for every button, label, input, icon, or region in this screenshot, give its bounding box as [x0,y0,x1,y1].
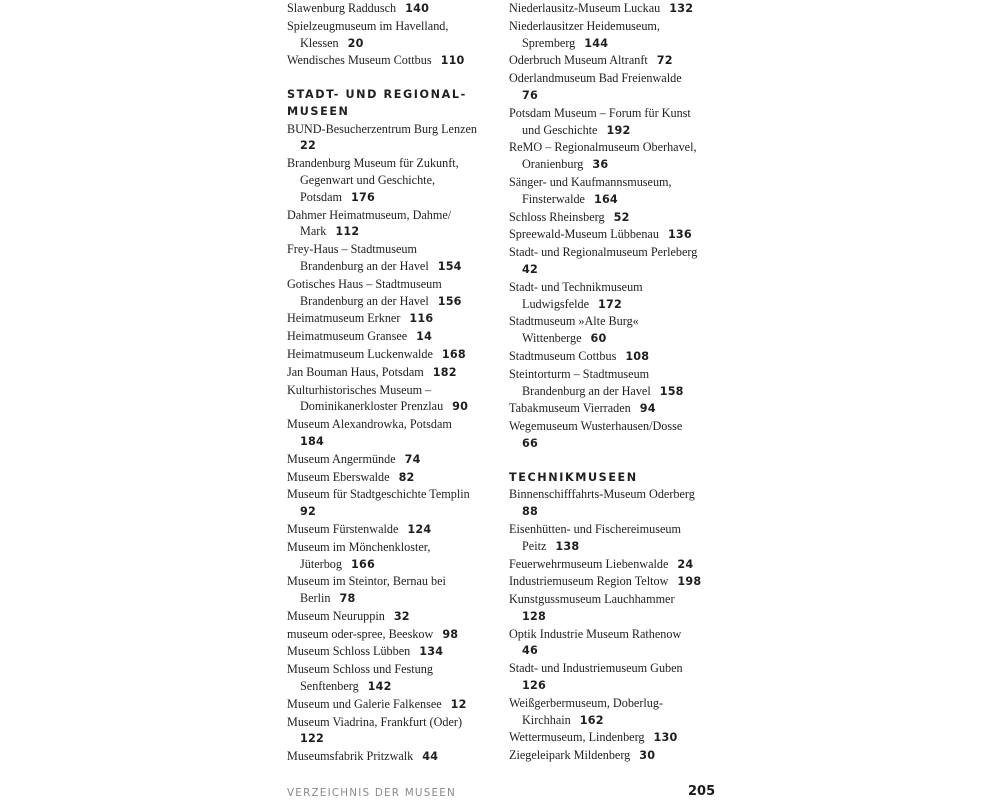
entry-title [509,348,724,366]
index-entry [287,748,502,766]
index-entry [509,348,724,366]
page-number: 164 [593,192,618,206]
index-entry [287,626,502,644]
entry-text: Stadt- und Industriemuseum Guben [509,661,683,676]
entry-text: Museum und Galerie Falkensee [287,696,442,711]
entry-text: museum oder-spree, Beeskow [287,626,434,641]
entry-title-continued [287,433,502,451]
entry-text: Niederlausitz-Museum Luckau [509,1,661,15]
entry-text: Binnenschifffahrts-Museum Oderberg [509,487,695,502]
index-entry [509,226,724,244]
entry-title [287,416,502,433]
page-number: 22 [300,139,316,153]
entry-text: und Geschichte [522,122,598,137]
index-entry [287,539,502,574]
page-number: 166 [350,557,375,571]
entry-title [509,660,724,677]
entry-text: Museum im Steintor, Bernau bei [287,574,446,589]
index-entry [509,0,724,18]
index-column-right [509,0,724,765]
entry-text: Industriemuseum Region Teltow [509,574,669,589]
page-number: 52 [613,210,630,224]
entry-title [287,573,502,590]
entry-text: Wendisches Museum Cottbus [287,53,432,68]
page-number: 46 [522,644,538,658]
entry-text: Ziegeleipark Mildenberg [509,748,631,763]
entry-title-continued [287,503,502,521]
entry-title [509,226,724,244]
entry-text: Heimatmuseum Erkner [287,311,401,326]
entry-title [509,18,724,35]
page-number: 140 [405,2,430,15]
entry-text: Brandenburg an der Havel [300,258,429,273]
entry-text: Brandenburg an der Havel [300,293,429,308]
entry-title-continued [509,383,724,401]
entry-title [509,747,724,765]
index-entry [509,747,724,765]
entry-text: Spreewald-Museum Lübbenau [509,227,659,242]
entry-title [287,155,502,172]
entry-title-continued [287,137,502,155]
entry-text: Museum Eberswalde [287,469,390,484]
entry-title [287,539,502,556]
entry-text: Brandenburg Museum für Zukunft, [287,156,459,171]
entry-title [509,313,724,330]
index-entry [509,279,724,314]
entry-title-continued [509,191,724,209]
entry-title-continued [287,730,502,748]
page-number: 78 [339,592,356,606]
footer-section-title: VERZEICHNIS DER MUSEEN [287,787,457,799]
entry-title [509,556,724,574]
entry-title-continued [287,258,502,276]
entry-title [287,18,502,35]
page-number: 136 [667,228,692,242]
entry-text: Potsdam Museum – Forum für Kunst [509,105,691,120]
entry-text: Eisenhütten- und Fischereimuseum [509,521,681,536]
entry-title-continued [509,87,724,105]
entry-text: Stadt- und Technikmuseum [509,279,643,294]
index-entry [287,714,502,749]
entry-text: Senftenberg [300,679,359,694]
entry-title [509,174,724,191]
page-number: 32 [393,609,410,623]
page-number: 192 [606,123,631,137]
page-number: 30 [639,749,656,763]
entry-title [509,400,724,418]
entry-title-continued [509,608,724,626]
entry-title [287,608,502,626]
index-entry [287,18,502,53]
index-entry [287,207,502,242]
entry-text: Museum für Stadtgeschichte Templin [287,487,470,502]
entry-text: Ludwigsfelde [522,296,590,311]
entry-title [509,366,724,383]
page-number: 98 [442,627,459,641]
page-number: 14 [416,330,433,344]
entry-title [509,626,724,643]
page-number: 172 [598,297,622,311]
page-number: 90 [452,400,469,414]
entry-title-continued [509,435,724,453]
entry-title-continued [287,293,502,311]
index-entry [287,328,502,346]
entry-title [509,139,724,156]
entry-text: Oderlandmuseum Bad Freienwalde [509,71,682,86]
page-number: 154 [437,259,462,273]
page-number: 156 [437,294,462,308]
entry-title [509,52,724,70]
entry-title-continued [509,35,724,53]
entry-title [287,346,502,364]
entry-title-continued [287,556,502,574]
index-entry [509,244,724,279]
entry-title-continued [287,223,502,241]
entry-title [287,643,502,661]
index-entry [287,310,502,328]
section-heading-technikmuseen: TECHNIKMUSEEN [509,470,638,484]
entry-title-continued [287,35,502,53]
entry-title-continued [509,503,724,521]
index-entry [509,400,724,418]
entry-title [509,695,724,712]
index-entry [287,416,502,451]
page-number: 108 [625,349,650,363]
entry-text: Gegenwart und Geschichte, [300,172,436,187]
entry-title [287,310,502,328]
entry-text: Museum Angermünde [287,451,396,466]
entry-text: Oderbruch Museum Altranft [509,53,648,68]
page-number: 42 [522,262,538,276]
index-column-left [287,0,502,766]
entry-text: Weißgerbermuseum, Doberlug- [509,695,664,710]
entry-title-continued [509,538,724,556]
entry-title [287,207,502,224]
index-entry [509,139,724,174]
page-number: 182 [432,365,457,379]
index-entry [287,451,502,469]
entry-text: ReMO – Regionalmuseum Oberhavel, [509,140,697,155]
entry-title [287,276,502,293]
index-entry [509,591,724,626]
page-number: 126 [522,679,546,693]
index-entry [287,486,502,521]
entry-title [509,418,724,435]
entry-title-continued [287,189,502,207]
entry-title [287,748,502,766]
index-entry [287,661,502,696]
entry-text: Sänger- und Kaufmannsmuseum, [509,174,672,189]
index-entry [509,573,724,591]
index-entry [287,469,502,487]
entry-title [509,105,724,122]
entry-text: Heimatmuseum Luckenwalde [287,346,433,361]
entry-text: Museum Schloss Lübben [287,644,411,659]
entry-text: Dahmer Heimatmuseum, Dahme/ [287,207,452,222]
entry-text: Kunstgussmuseum Lauchhammer [509,592,675,607]
entry-text: Spremberg [522,35,576,50]
entry-list [509,486,724,765]
index-entry [509,70,724,105]
entry-text: Steintorturm – Stadtmuseum [509,366,650,381]
index-entry [509,695,724,730]
page-number: 176 [350,190,375,204]
page-number: 36 [592,158,609,172]
page-number: 128 [522,609,546,623]
entry-title [509,0,724,18]
page-number: 72 [656,54,673,68]
entry-title [287,364,502,382]
page-number: 162 [579,713,604,727]
entry-text: Oranienburg [522,157,584,172]
index-entry [509,366,724,401]
entry-title-continued [287,590,502,608]
entry-text: Peitz [522,538,547,553]
index-entry [287,155,502,206]
index-entry [287,276,502,311]
entry-title [287,696,502,714]
entry-text: Brandenburg an der Havel [522,383,651,398]
page-number: 82 [398,470,415,484]
entry-title [509,486,724,503]
entry-title [287,451,502,469]
page-number: 94 [639,402,656,416]
entry-text: Museum Fürstenwalde [287,521,399,536]
index-entry [287,382,502,417]
index-entry [509,556,724,574]
entry-text: Niederlausitzer Heidemuseum, [509,18,660,33]
entry-title [287,626,502,644]
entry-text: Dominikanerkloster Prenzlau [300,399,444,414]
entry-text: Museumsfabrik Pritzwalk [287,749,414,764]
entry-text: Museum Alexandrowka, Potsdam [287,417,452,432]
entry-text: Mark [300,224,327,239]
index-entry [509,105,724,140]
entry-title-continued [509,296,724,314]
entry-text: Wettermuseum, Lindenberg [509,730,645,745]
page-number: 130 [653,731,678,745]
entry-text: Wittenberge [522,331,582,346]
index-entry [287,521,502,539]
entry-text: Spielzeugmuseum im Havelland, [287,18,449,33]
entry-title [287,714,502,731]
entry-title [509,244,724,261]
page-number: 132 [669,2,694,15]
entry-title-continued [509,642,724,660]
entry-list [287,0,502,70]
entry-title [287,52,502,70]
index-entry [509,418,724,453]
entry-title-continued [509,712,724,730]
entry-text: Jan Bouman Haus, Potsdam [287,364,424,379]
entry-title [509,70,724,87]
index-entry [509,52,724,70]
entry-title [509,279,724,296]
entry-title [509,209,724,227]
section-heading-stadt-regional [287,87,502,121]
page-number: 198 [677,575,702,589]
entry-text: Kulturhistorisches Museum – [287,382,432,397]
spacer [509,453,724,470]
entry-text: Schloss Rheinsberg [509,209,605,224]
entry-text: Museum Neuruppin [287,608,385,623]
entry-text: Kirchhain [522,712,571,727]
index-entry [509,209,724,227]
entry-text: Potsdam [300,189,342,204]
index-entry [287,241,502,276]
page-number: 134 [419,645,444,659]
entry-text: Stadtmuseum Cottbus [509,348,617,363]
index-entry [509,626,724,661]
entry-title [287,521,502,539]
index-entry [287,346,502,364]
index-entry [509,18,724,53]
page-number: 20 [347,36,364,50]
entry-title-continued [509,261,724,279]
entry-text: Frey-Haus – Stadtmuseum [287,242,417,257]
entry-text: Stadt- und Regionalmuseum Perleberg [509,245,698,260]
entry-text: Stadtmuseum »Alte Burg« [509,314,639,329]
entry-list [287,121,502,766]
index-entry [509,174,724,209]
page-number: 116 [409,312,434,326]
entry-text: Museum Viadrina, Frankfurt (Oder) [287,714,463,729]
index-entry [287,608,502,626]
entry-text: Jüterbog [300,556,342,571]
index-entry [287,573,502,608]
footer-page-number: 205 [688,784,716,799]
page-number: 88 [522,505,538,519]
index-entry [509,521,724,556]
entry-title-continued [509,156,724,174]
index-entry [287,0,502,18]
index-entry [509,660,724,695]
index-entry [287,52,502,70]
page-number: 158 [659,384,684,398]
spacer [287,70,502,87]
page-number: 24 [677,557,694,571]
entry-text: Optik Industrie Museum Rathenow [509,626,682,641]
index-entry [287,364,502,382]
entry-list [509,0,724,453]
page-number: 60 [590,332,607,346]
index-entry [509,313,724,348]
entry-title [509,591,724,608]
entry-text: Museum im Mönchenkloster, [287,539,431,554]
entry-text: Museum Schloss und Festung [287,662,433,677]
page-number: 66 [522,436,538,450]
entry-title [287,486,502,503]
page-number: 142 [367,680,392,694]
entry-text: Berlin [300,591,331,606]
entry-text: Heimatmuseum Gransee [287,329,408,344]
entry-title-continued [509,677,724,695]
entry-text: Klessen [300,35,339,50]
page-number: 74 [404,452,421,466]
entry-text: Finsterwalde [522,191,585,206]
page-number: 138 [555,539,580,553]
entry-title-continued [509,122,724,140]
entry-text: Slawenburg Raddusch [287,1,397,15]
entry-title [287,0,502,18]
index-entry [509,486,724,521]
page-number: 122 [300,732,324,746]
page-number: 12 [450,697,467,711]
entry-title [287,382,502,399]
entry-title [509,729,724,747]
entry-title [287,328,502,346]
index-entry [287,121,502,156]
entry-title [287,661,502,678]
entry-text: Wegemuseum Wusterhausen/Dosse [509,419,683,434]
entry-title [509,573,724,591]
page-number: 110 [440,54,465,68]
index-entry [287,696,502,714]
entry-title [509,521,724,538]
entry-text: Tabakmuseum Vierraden [509,401,631,416]
entry-title-continued [287,172,502,189]
page-number: 112 [335,225,360,239]
page-number: 44 [422,750,439,764]
page-number: 168 [441,347,466,361]
entry-title [287,469,502,487]
entry-text: Feuerwehrmuseum Liebenwalde [509,556,669,571]
entry-title-continued [287,398,502,416]
entry-title [287,121,502,138]
index-entry [509,729,724,747]
page-number: 184 [300,434,324,448]
page-number: 92 [300,505,316,519]
entry-text: BUND-Besucherzentrum Burg Lenzen [287,121,477,136]
heading-line: STADT- UND REGIONAL- [287,87,467,101]
page-number: 76 [522,88,538,102]
page-number: 144 [584,36,609,50]
entry-title-continued [509,330,724,348]
page-number: 124 [407,522,432,536]
entry-text: Gotisches Haus – Stadtmuseum [287,276,442,291]
entry-title [287,241,502,258]
heading-line: MUSEEN [287,104,350,118]
index-entry [287,643,502,661]
entry-title-continued [287,678,502,696]
